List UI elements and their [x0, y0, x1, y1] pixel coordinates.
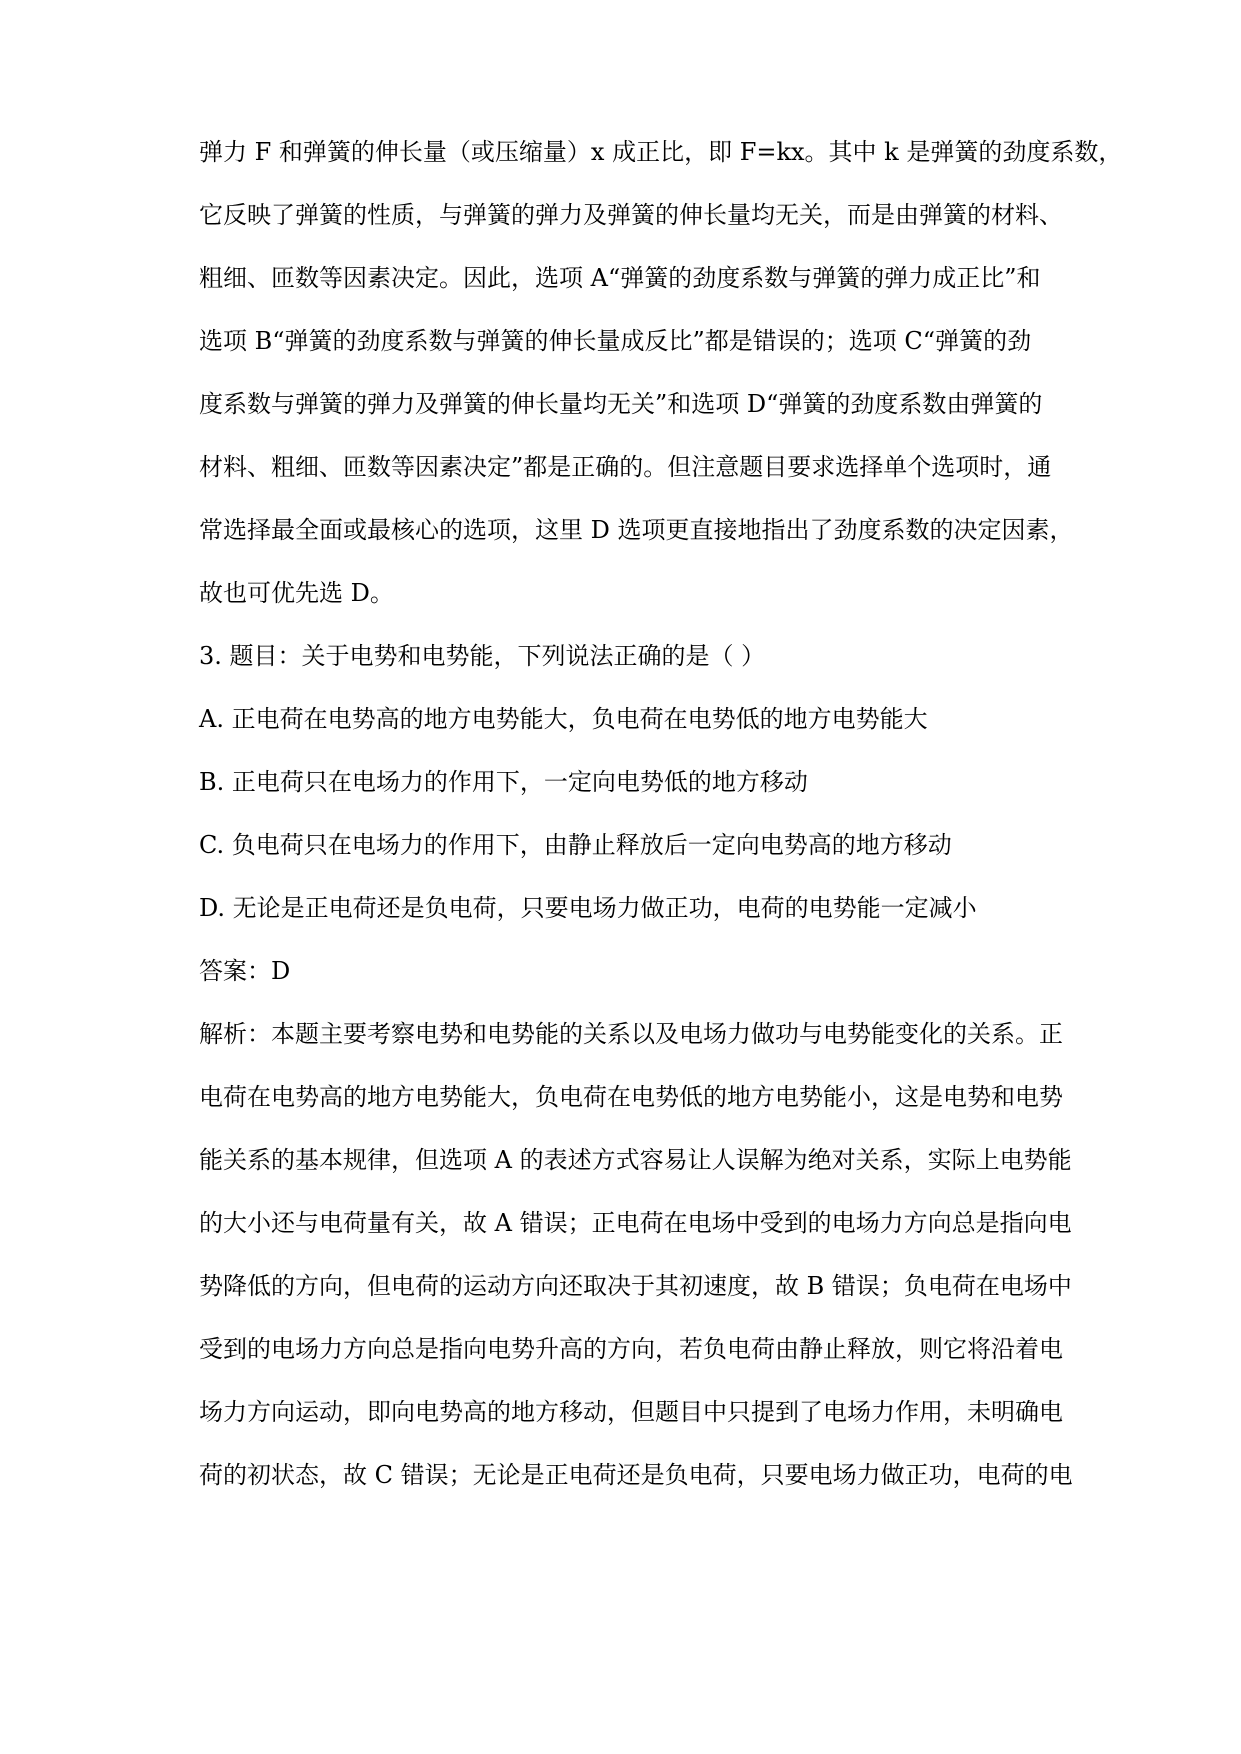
option-c: C. 负电荷只在电场力的作用下，由静止释放后一定向电势高的地方移动 [199, 831, 952, 859]
text-line: 故也可优先选 D。 [199, 579, 394, 607]
analysis-line: 电荷在电势高的地方电势能大，负电荷在电势低的地方电势能小，这是电势和电势 [199, 1083, 1063, 1111]
text-line: 它反映了弹簧的性质，与弹簧的弹力及弹簧的伸长量均无关，而是由弹簧的材料、 [199, 201, 1063, 229]
analysis-line: 势降低的方向，但电荷的运动方向还取决于其初速度，故 B 错误；负电荷在电场中 [199, 1272, 1072, 1300]
text-line: 常选择最全面或最核心的选项，这里 D 选项更直接地指出了劲度系数的决定因素， [199, 516, 1074, 544]
option-a: A. 正电荷在电势高的地方电势能大，负电荷在电势低的地方电势能大 [199, 705, 928, 733]
question-stem: 3. 题目：关于电势和电势能，下列说法正确的是（ ） [199, 642, 766, 670]
analysis-line: 解析：本题主要考察电势和电势能的关系以及电场力做功与电势能变化的关系。正 [199, 1020, 1063, 1048]
answer-line: 答案：D [199, 957, 291, 985]
option-b: B. 正电荷只在电场力的作用下，一定向电势低的地方移动 [199, 768, 808, 796]
text-line: 粗细、匝数等因素决定。因此，选项 A“弹簧的劲度系数与弹簧的弹力成正比”和 [199, 264, 1041, 292]
analysis-line: 受到的电场力方向总是指向电势升高的方向，若负电荷由静止释放，则它将沿着电 [199, 1335, 1063, 1363]
option-d: D. 无论是正电荷还是负电荷，只要电场力做正功，电荷的电势能一定减小 [199, 894, 977, 922]
analysis-line: 荷的初状态，故 C 错误；无论是正电荷还是负电荷，只要电场力做正功，电荷的电 [199, 1461, 1073, 1489]
analysis-line: 场力方向运动，即向电势高的地方移动，但题目中只提到了电场力作用，未明确电 [199, 1398, 1063, 1426]
text-line: 选项 B“弹簧的劲度系数与弹簧的伸长量成反比”都是错误的；选项 C“弹簧的劲 [199, 327, 1032, 355]
text-line: 材料、粗细、匝数等因素决定”都是正确的。但注意题目要求选择单个选项时，通 [199, 453, 1052, 481]
analysis-line: 的大小还与电荷量有关，故 A 错误；正电荷在电场中受到的电场力方向总是指向电 [199, 1209, 1072, 1237]
text-line: 度系数与弹簧的弹力及弹簧的伸长量均无关”和选项 D“弹簧的劲度系数由弹簧的 [199, 390, 1043, 418]
analysis-line: 能关系的基本规律，但选项 A 的表述方式容易让人误解为绝对关系，实际上电势能 [199, 1146, 1072, 1174]
text-line: 弹力 F 和弹簧的伸长量（或压缩量）x 成正比，即 F=kx。其中 k 是弹簧的劲度系数， [199, 138, 1123, 166]
